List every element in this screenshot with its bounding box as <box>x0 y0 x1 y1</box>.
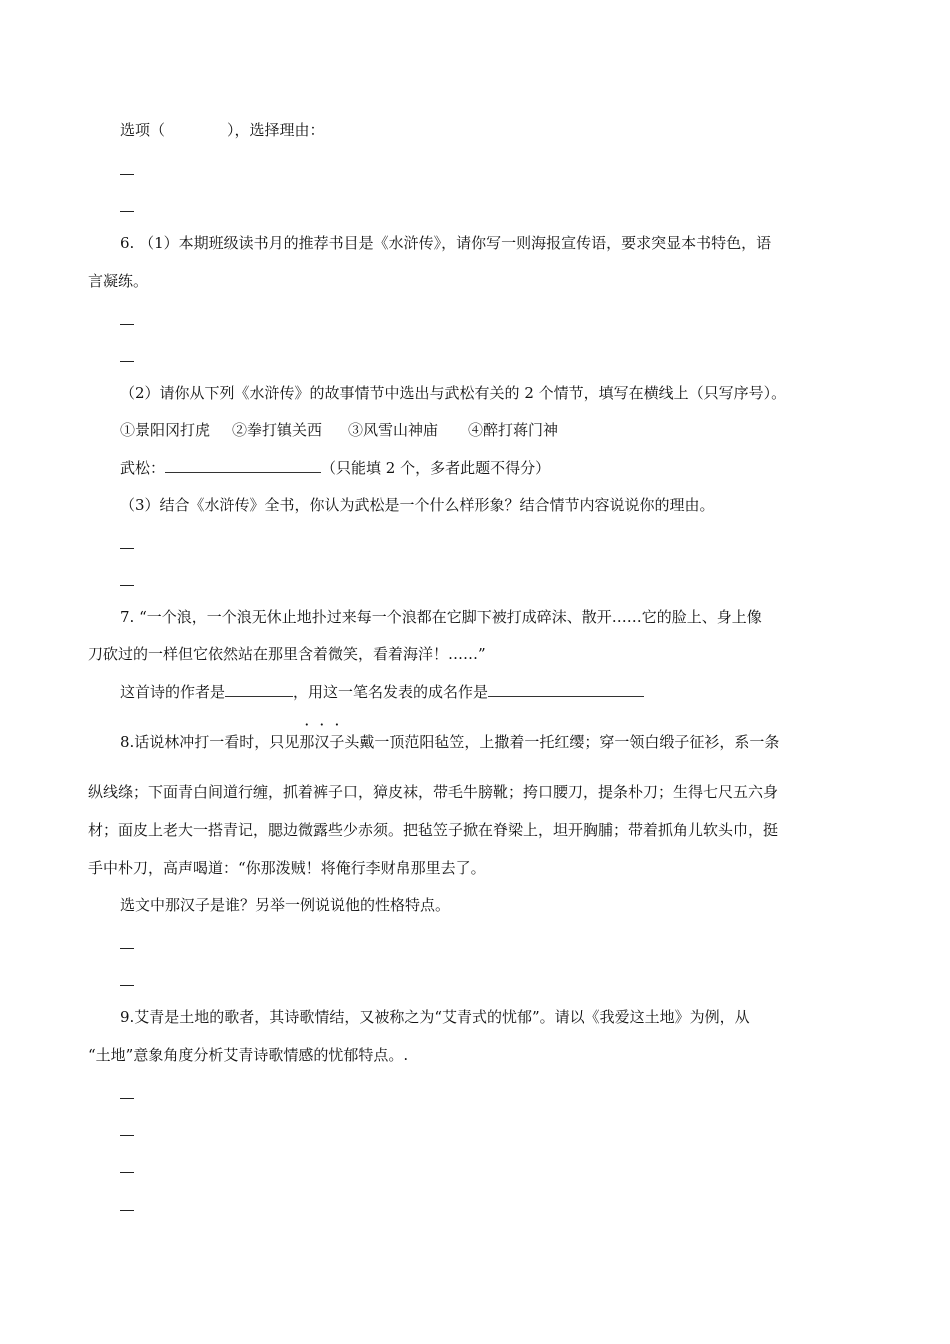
work-blank[interactable] <box>488 682 644 697</box>
answer-line[interactable] <box>120 1172 134 1173</box>
q7-line1: 7. “一个浪，一个浪无休止地扑过来每一个浪都在它脚下被打成碎沫、散开……它的脸上、身上像 <box>120 608 762 626</box>
q6-line1: 6. （1）本期班级读书月的推荐书目是《水浒传》，请你写一则海报宣传语，要求突显本书特色，语 <box>120 234 772 252</box>
answer-line[interactable] <box>120 361 134 362</box>
choice-2: ②拳打镇关西 <box>232 421 323 439</box>
choice-3: ③风雪山神庙 <box>348 421 439 439</box>
option-suffix: ），选择理由： <box>227 121 325 139</box>
q6-part3: （3）结合《水浒传》全书，你认为武松是一个什么样形象？结合情节内容说说你的理由。 <box>120 496 715 514</box>
q8-line4: 手中朴刀，高声喝道：“你那泼贼！将俺行李财帛那里去了。 <box>88 859 486 877</box>
q7-line2: 刀砍过的一样但它依然站在那里含着微笑，看着海洋！……” <box>88 645 486 663</box>
option-line <box>120 120 325 140</box>
q8-line1-start: 8.话说林冲打一看时，只见 <box>120 733 300 751</box>
answer-line[interactable] <box>120 1210 134 1211</box>
q8-ask: 选文中那汉子是谁？另举一例说说他的性格特点。 <box>120 896 451 914</box>
q8-line1-end: 头戴一顶范阳毡笠，上撒着一托红缨；穿一领白缎子征衫，系一条 <box>344 733 780 751</box>
emphasis-char: 那 <box>299 733 315 751</box>
answer-line[interactable] <box>120 324 134 325</box>
q6-wusong-line <box>120 458 550 478</box>
q6-choices <box>120 420 558 440</box>
emphasis-char: 子 <box>329 733 345 751</box>
answer-line[interactable] <box>120 211 134 212</box>
answer-line[interactable] <box>120 585 134 586</box>
q9-line1: 9.艾青是土地的歌者，其诗歌情结，又被称之为“艾青式的忧郁”。请以《我爱这土地》为例，从 <box>120 1008 750 1026</box>
q6-part2: （2）请你从下列《水浒传》的故事情节中选出与武松有关的 2 个情节，填写在横线上（只写序号）。 <box>120 384 787 402</box>
wusong-label: 武松： <box>120 459 166 477</box>
choice-4: ④醉打蒋门神 <box>468 421 559 439</box>
q7-ask-work: ，用这一笔名发表的成名作是 <box>293 683 489 701</box>
q6-line2: 言凝练。 <box>88 272 149 290</box>
q7-ask-author: 这首诗的作者是 <box>120 683 226 701</box>
wusong-answer-blank[interactable] <box>165 458 321 473</box>
answer-line[interactable] <box>120 985 134 986</box>
q8-line2: 纵线绦；下面青白间道行缠，抓着裤子口，獐皮袜，带毛牛膀靴；挎口腰刀，提条朴刀；生得七尺五六身 <box>88 783 779 801</box>
q8-line3: 材；面皮上老大一搭青记，腮边微露些少赤须。把毡笠子掀在脊梁上，坦开胸脯；带着抓角儿软头巾，挺 <box>88 821 779 839</box>
answer-line[interactable] <box>120 548 134 549</box>
author-blank[interactable] <box>225 682 293 697</box>
answer-line[interactable] <box>120 948 134 949</box>
q8-line1 <box>120 732 779 752</box>
answer-line[interactable] <box>120 1135 134 1136</box>
q7-ask <box>120 682 644 702</box>
answer-line[interactable] <box>120 174 134 175</box>
option-prefix: 选项（ <box>120 121 166 139</box>
wusong-note: （只能填 2 个，多者此题不得分） <box>321 459 551 477</box>
choice-1: ①景阳冈打虎 <box>120 421 211 439</box>
emphasis-char: 汉 <box>314 733 330 751</box>
q9-line2: “土地”意象角度分析艾青诗歌情感的忧郁特点。. <box>88 1046 409 1064</box>
answer-line[interactable] <box>120 1098 134 1099</box>
